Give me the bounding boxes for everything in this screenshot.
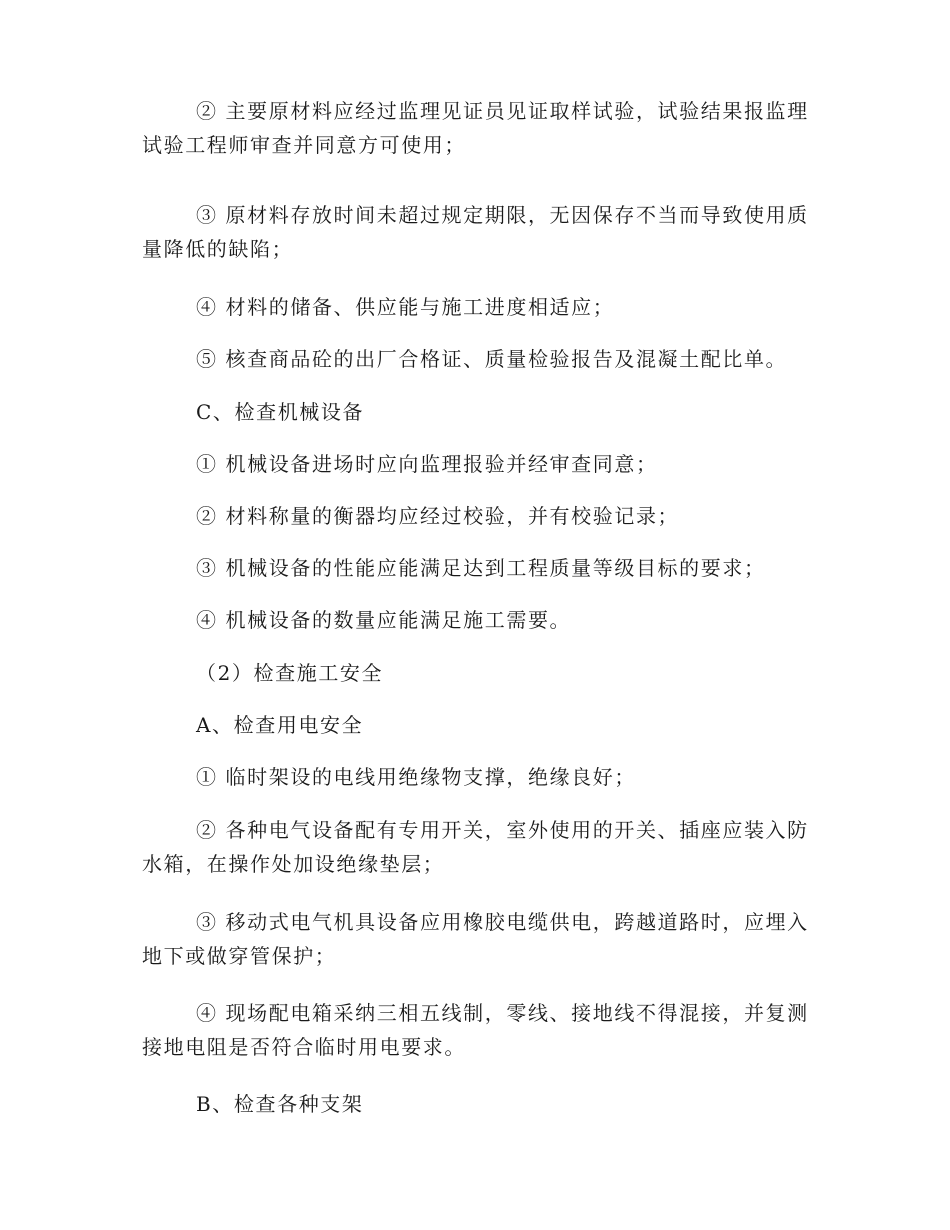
paragraph-concrete-certificate: ⑤ 核查商品砼的出厂合格证、质量检验报告及混凝土配比单。 [196, 347, 788, 371]
section-heading-machinery: C、检查机械设备 [196, 400, 365, 424]
paragraph-machinery-entry: ① 机械设备进场时应向监理报验并经审查同意； [196, 452, 658, 476]
paragraph-weighing-calibration: ② 材料称量的衡器均应经过校验，并有校验记录； [196, 504, 680, 528]
section-heading-construction-safety: （2）检查施工安全 [196, 661, 384, 685]
paragraph-electrical-switches: ② 各种电气设备配有专用开关，室外使用的开关、插座应装入防水箱，在操作处加设绝缘垫层； [142, 818, 809, 876]
paragraph-temporary-wiring: ① 临时架设的电线用绝缘物支撑，绝缘良好； [196, 765, 636, 789]
section-heading-supports: B、检查各种支架 [196, 1092, 364, 1116]
paragraph-mobile-equipment-cable: ③ 移动式电气机具设备应用橡胶电缆供电，跨越道路时，应埋入地下或做穿管保护； [142, 910, 809, 968]
paragraph-material-sampling: ② 主要原材料应经过监理见证员见证取样试验，试验结果报监理试验工程师审查并同意方可使用； [142, 99, 809, 157]
paragraph-machinery-quantity: ④ 机械设备的数量应能满足施工需要。 [196, 608, 572, 632]
paragraph-machinery-performance: ③ 机械设备的性能应能满足达到工程质量等级目标的要求； [196, 556, 766, 580]
section-heading-electrical-safety: A、检查用电安全 [196, 713, 364, 737]
paragraph-material-storage: ③ 原材料存放时间未超过规定期限，无因保存不当而导致使用质量降低的缺陷； [142, 203, 809, 261]
paragraph-distribution-box: ④ 现场配电箱采纳三相五线制，零线、接地线不得混接，并复测接地电阻是否符合临时用电要求。 [142, 1001, 809, 1059]
paragraph-material-supply: ④ 材料的储备、供应能与施工进度相适应； [196, 295, 615, 319]
